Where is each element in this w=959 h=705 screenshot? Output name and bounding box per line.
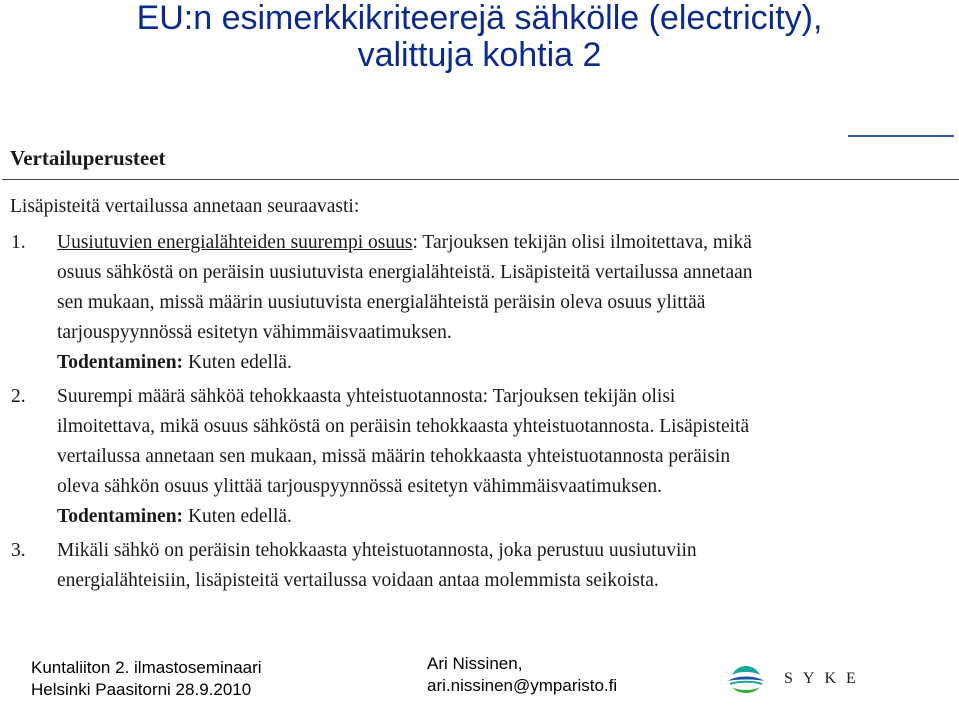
verification-line xyxy=(57,352,292,374)
criterion-number: 1. xyxy=(11,232,26,253)
syke-wave-logo-icon xyxy=(726,659,766,699)
criterion-line: osuus sähköstä on peräisin uusiutuvista energialähteistä. Lisäpisteitä vertailussa annetaan xyxy=(57,262,753,283)
verification-text: Kuten edellä. xyxy=(183,506,292,527)
decorative-rule xyxy=(848,135,954,137)
footer-event-line2: Helsinki Paasitorni 28.9.2010 xyxy=(31,680,252,699)
heading-divider xyxy=(2,179,959,180)
verification-label: Todentaminen: xyxy=(57,352,184,373)
footer-event-line1: Kuntaliiton 2. ilmastoseminaari xyxy=(31,658,262,677)
verification-label: Todentaminen: xyxy=(57,506,184,527)
verification-text: Kuten edellä. xyxy=(183,352,292,373)
criterion-line: Mikäli sähkö on peräisin tehokkaasta yhteistuotannosta, joka perustuu uusiutuviin xyxy=(57,540,697,561)
slide-title-line1: EU:n esimerkkikriteerejä sähkölle (electricity), xyxy=(136,0,823,37)
slide-title xyxy=(0,0,959,74)
criterion-number: 2. xyxy=(11,386,26,407)
slide-title-line2: valittuja kohtia 2 xyxy=(357,36,602,74)
criterion-line: vertailussa annetaan sen mukaan, missä määrin tehokkaasta yhteistuotannosta peräisin xyxy=(57,446,731,467)
criterion-number: 3. xyxy=(11,540,26,561)
footer-author-email: ari.nissinen@ymparisto.fi xyxy=(427,676,618,695)
document-heading: Vertailuperusteet xyxy=(10,146,166,170)
criterion-line: ilmoitettava, mikä osuus sähköstä on peräisin tehokkaasta yhteistuotannosta. Lisäpisteitä xyxy=(57,416,750,437)
criterion-line xyxy=(57,232,752,254)
footer-author-name: Ari Nissinen, xyxy=(427,654,523,673)
criterion-line: energialähteisiin, lisäpisteitä vertailussa voidaan antaa molemmista seikoista. xyxy=(57,570,659,591)
footer-event xyxy=(31,657,262,701)
criterion-line: Suurempi määrä sähköä tehokkaasta yhteistuotannosta: Tarjouksen tekijän olisi xyxy=(57,386,676,407)
criterion-term: Uusiutuvien energialähteiden suurempi osuus xyxy=(57,232,413,253)
criterion-line: sen mukaan, missä määrin uusiutuvista energialähteistä peräisin oleva osuus ylittää xyxy=(57,292,706,313)
criterion-line: oleva sähkön osuus ylittää tarjouspyynnössä esitetyn vähimmäisvaatimuksen. xyxy=(57,476,662,497)
syke-logo-text: SYKE xyxy=(784,670,866,687)
verification-line xyxy=(57,506,292,528)
criterion-line: tarjouspyynnössä esitetyn vähimmäisvaatimuksen. xyxy=(57,322,452,343)
document-intro: Lisäpisteitä vertailussa annetaan seuraavasti: xyxy=(10,196,360,217)
criterion-text: : Tarjouksen tekijän olisi ilmoitettava, mikä xyxy=(412,232,752,253)
footer-author xyxy=(427,653,617,697)
